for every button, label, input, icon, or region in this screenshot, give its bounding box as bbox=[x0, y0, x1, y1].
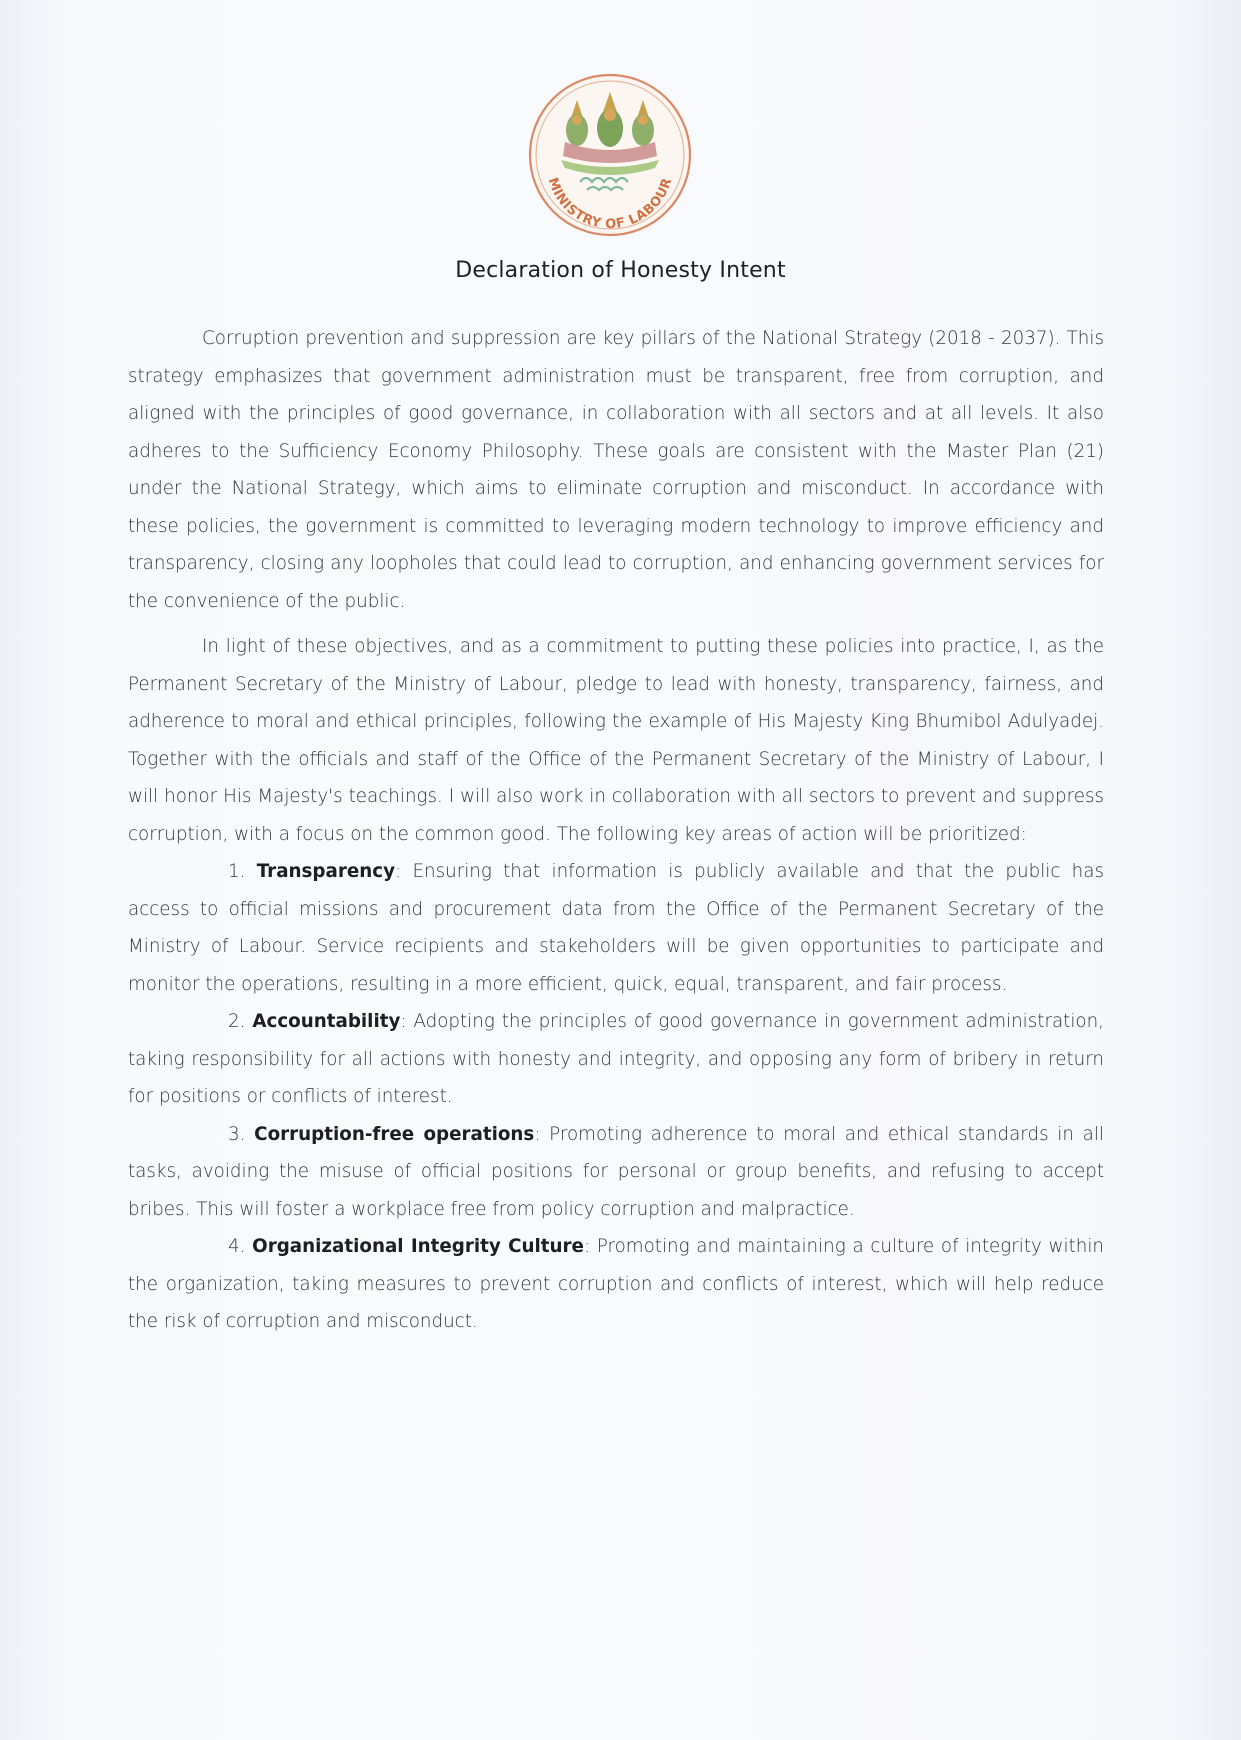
paragraph-intro: Corruption prevention and suppression are key pillars of the National Strategy (2018 - 2037). This strategy emphasizes that government administration must be transparent, free from corruption, and aligned with the principles of good governance, in collaboration with all sectors and at all levels. It also adheres to the Sufficiency Economy Philosophy. These goals are consistent with the Master Plan (21) under the National Strategy, which aims to eliminate corruption and misconduct. In accordance with these policies, the government is committed to leveraging modern technology to improve efficiency and transparency, closing any loopholes that could lead to corruption, and enhancing government services for the convenience of the public. bbox=[128, 328, 1104, 612]
item-text: : Promoting adherence to moral and ethical standards in all tasks, avoiding the misuse of official positions for personal or group benefits, and refusing to accept bribes. This will foster a workplace free from policy corruption and malpractice. bbox=[128, 1123, 1105, 1220]
item-number: 2. bbox=[228, 1011, 246, 1032]
document-body bbox=[128, 320, 1104, 1341]
list-item bbox=[128, 853, 1104, 1003]
item-text: : Ensuring that information is publicly available and that the public has access to official missions and procurement data from the Office of the Permanent Secretary of the Ministry of Labour. Service recipients and stakeholders will be given opportunities to participate and monitor the operations, resulting in a more efficient, quick, equal, transparent, and fair process. bbox=[128, 861, 1104, 995]
item-text: : Adopting the principles of good governance in government administration, taking responsibility for all actions with honesty and integrity, and opposing any form of bribery in return for positions or conflicts of interest. bbox=[128, 1011, 1104, 1107]
list-item bbox=[128, 1116, 1104, 1229]
list-item bbox=[128, 1003, 1104, 1116]
ministry-of-labour-seal bbox=[525, 70, 695, 240]
item-label: Corruption-free operations bbox=[254, 1123, 535, 1145]
item-number: 4. bbox=[228, 1236, 246, 1257]
item-label: Organizational Integrity Culture bbox=[252, 1236, 584, 1257]
document-title: Declaration of Honesty Intent bbox=[455, 258, 786, 283]
item-number: 3. bbox=[228, 1123, 246, 1145]
item-label: Accountability bbox=[252, 1011, 401, 1032]
paragraph-commitment: In light of these objectives, and as a commitment to putting these policies into practice, I, as the Permanent Secretary of the Ministry of Labour, pledge to lead with honesty, transparency, fairness, and adherence to moral and ethical principles, following the example of His Majesty King Bhumibol Adulyadej. Together with the officials and staff of the Office of the Permanent Secretary of the Ministry of Labour, I will honor His Majesty's teachings. I will also work in collaboration with all sectors to prevent and suppress corruption, with a focus on the common good. The following key areas of action will be prioritized: bbox=[128, 636, 1104, 845]
svg-text:MINISTRY OF LABOUR: MINISTRY OF LABOUR bbox=[544, 175, 676, 233]
item-number: 1. bbox=[228, 861, 246, 882]
list-item bbox=[128, 1228, 1104, 1341]
item-text: : Promoting and maintaining a culture of integrity within the organization, taking measures to prevent corruption and conflicts of interest, which will help reduce the risk of corruption and misconduct. bbox=[128, 1236, 1104, 1332]
item-label: Transparency bbox=[256, 861, 396, 882]
